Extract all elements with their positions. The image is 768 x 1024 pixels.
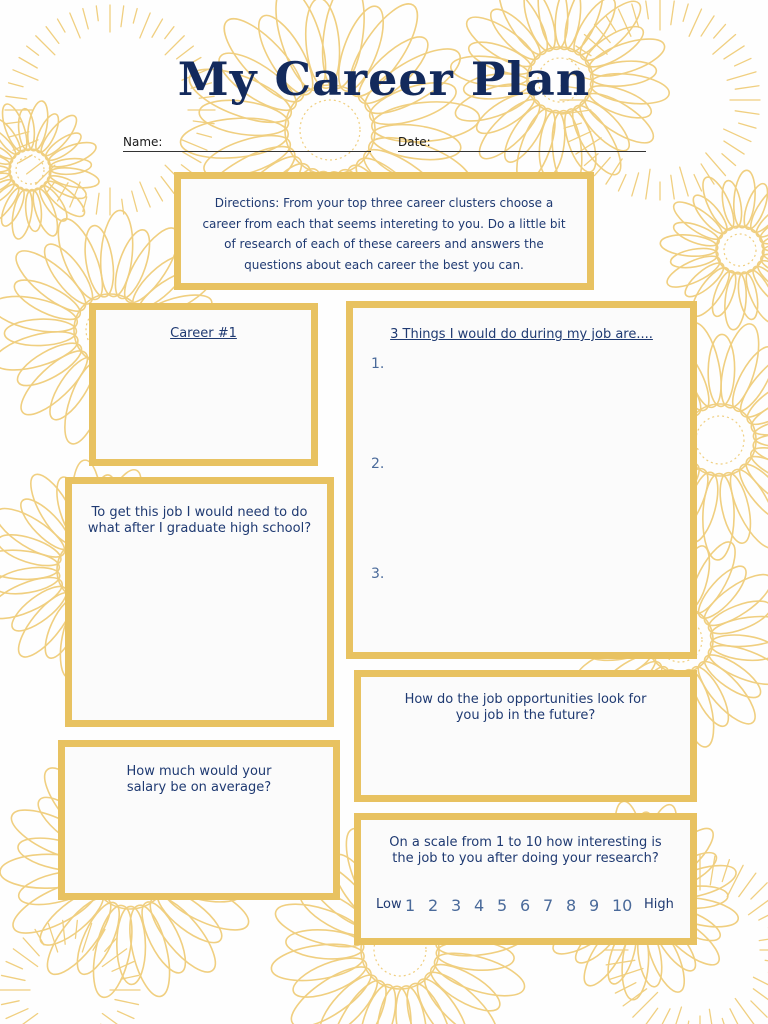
interest-scale [361,895,690,919]
job-tasks-box[interactable] [346,301,697,659]
opportunities-box[interactable] [354,670,697,802]
opportunities-question: How do the job opportunities look for you job in the future? [404,692,647,723]
scale-option-2[interactable]: 2 [428,896,439,915]
date-field[interactable] [398,151,646,152]
career-label: Career #1 [170,326,237,341]
education-question: To get this job I would need to do what after I graduate high school? [87,505,312,536]
scale-low-label: Low [376,897,402,912]
scale-option-4[interactable]: 4 [474,896,485,915]
scale-high-label: High [644,897,674,912]
page-title: My Career Plan [177,52,591,106]
task-item-3-number: 3. [371,566,385,582]
interest-scale-question: On a scale from 1 to 10 how interesting is the job to you after doing your research? [389,835,662,866]
scale-option-10[interactable]: 10 [612,896,633,915]
salary-box[interactable] [58,740,340,900]
name-field[interactable] [123,151,371,152]
career-box[interactable] [89,303,318,466]
job-tasks-heading: 3 Things I would do during my job are.... [390,327,653,342]
interest-scale-box [354,813,697,945]
task-item-2-number: 2. [371,456,385,472]
salary-question: How much would your salary be on average? [126,764,272,795]
directions-text: Directions: From your top three career clusters choose a career from each that seems intereting to you. Do a little bit of research of each of these careers and answers the questions about each career the best you can. [202,196,566,272]
name-label: Name: [123,135,163,149]
education-box[interactable] [65,477,334,727]
date-label: Date: [398,135,431,149]
scale-option-6[interactable]: 6 [520,896,531,915]
task-item-1-number: 1. [371,356,385,372]
scale-option-8[interactable]: 8 [566,896,577,915]
scale-option-3[interactable]: 3 [451,896,462,915]
directions-box [174,172,594,290]
scale-option-7[interactable]: 7 [543,896,554,915]
scale-option-1[interactable]: 1 [405,896,416,915]
scale-option-9[interactable]: 9 [589,896,600,915]
scale-option-5[interactable]: 5 [497,896,508,915]
